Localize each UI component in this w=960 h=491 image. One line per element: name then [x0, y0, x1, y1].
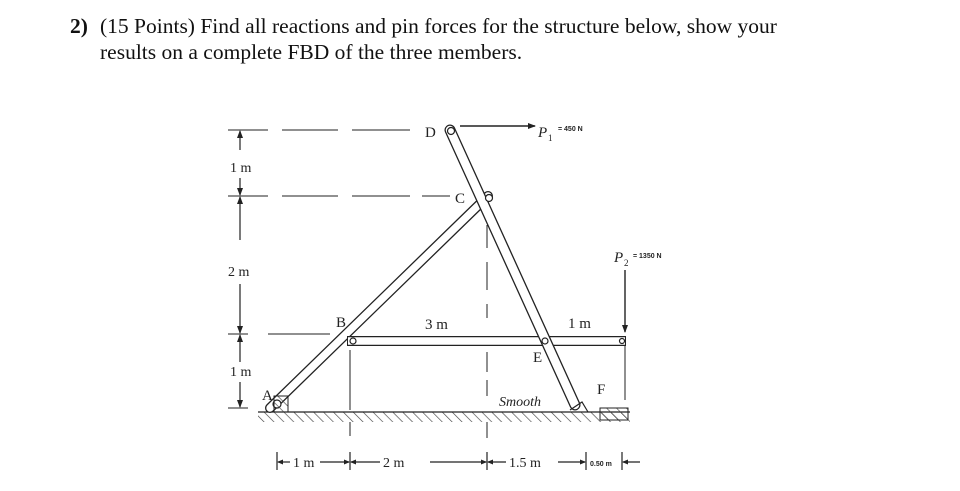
label-point-a: A — [262, 388, 273, 404]
p2-value: = 1350 N — [633, 253, 662, 260]
p1-subscript: 1 — [548, 133, 553, 143]
dim-horizontal-1: 1 m — [293, 456, 315, 471]
dim-beam-bc: 3 m — [425, 317, 448, 333]
pad-a — [274, 396, 288, 412]
dim-horizontal-3: 1.5 m — [509, 456, 541, 471]
dim-beam-ef: 1 m — [568, 316, 591, 332]
dim-vertical-3: 1 m — [230, 365, 252, 380]
label-point-e: E — [533, 350, 543, 366]
p1-symbol: P — [538, 125, 548, 141]
dim-horizontal-2: 2 m — [383, 456, 405, 471]
label-point-c: C — [455, 191, 466, 207]
label-p1 — [537, 125, 583, 143]
problem-number: 2) — [70, 14, 88, 38]
pad-f — [600, 408, 628, 420]
dim-horizontal-4: 0.50 m — [590, 461, 612, 468]
label-point-f: F — [597, 382, 606, 398]
ground — [258, 412, 630, 422]
p2-symbol: P — [614, 250, 624, 266]
label-point-b: B — [336, 315, 347, 331]
p2-subscript: 2 — [624, 258, 629, 268]
pin-e — [542, 338, 548, 344]
pin-f — [620, 339, 625, 344]
p1-value: = 450 N — [558, 126, 583, 133]
pin-c — [486, 195, 493, 202]
label-p2 — [613, 250, 662, 268]
pins — [273, 128, 625, 409]
label-point-d: D — [425, 125, 436, 141]
member-df — [450, 130, 575, 405]
dim-vertical-2: 2 m — [228, 265, 250, 280]
smooth-label: Smooth — [499, 395, 541, 410]
horizontal-dimension-line — [277, 452, 640, 470]
dim-vertical-1: 1 m — [230, 161, 252, 176]
problem-text-line-1: (15 Points) Find all reactions and pin forces for the structure below, show your — [100, 14, 777, 38]
member-ac — [270, 196, 488, 408]
pin-b — [350, 338, 356, 344]
pin-d — [448, 128, 455, 135]
problem-text-line-2: results on a complete FBD of the three members. — [100, 40, 523, 64]
